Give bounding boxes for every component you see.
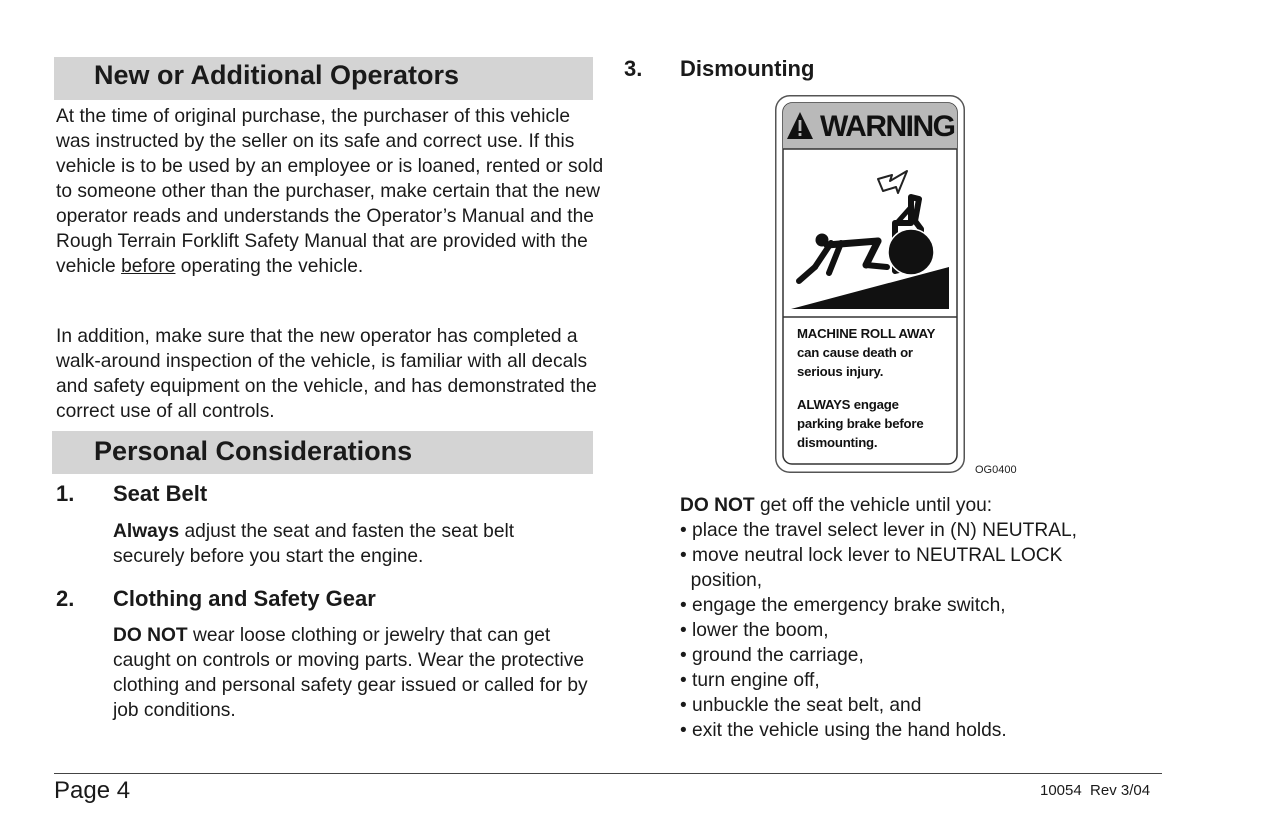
operators-paragraph-1-text-a: At the time of original purchase, the purchaser of this vehicle was instructed by the seller on its safe and correct use. If this vehicle is to be used by an employee or is loaned, rented or sold to someone other than the purchaser, make certain that the new operator reads and understands the Operator’s Manual and the Rough Terrain Forklift Safety Manual that are provided with the vehicle	[56, 106, 604, 277]
dismount-intro-text: get off the vehicle until you:	[754, 495, 993, 516]
dismount-intro-lead: DO NOT	[680, 495, 755, 516]
decal-action-text	[797, 395, 963, 452]
document-revision: 10054 Rev 3/04	[1040, 782, 1151, 799]
seat-belt-text: adjust the seat and fasten the seat belt securely before you start the engine.	[113, 521, 515, 567]
warning-header-text: WARNING	[820, 110, 955, 143]
item-number-2: 2.	[56, 586, 75, 611]
clothing-paragraph	[113, 623, 595, 723]
dismount-steps-list	[680, 518, 1160, 743]
decal-action-line1: ALWAYS engage	[797, 397, 899, 412]
item-number-1: 1.	[56, 481, 75, 506]
item-title-clothing: Clothing and Safety Gear	[113, 586, 376, 611]
clothing-lead: DO NOT	[113, 625, 188, 646]
list-item: position,	[680, 570, 763, 591]
list-item: • lower the boom,	[680, 620, 829, 641]
decal-hazard-line2: can cause death or	[797, 345, 913, 360]
list-item: • place the travel select lever in (N) NEUTRAL,	[680, 520, 1077, 541]
operators-paragraph-1	[56, 104, 606, 279]
operators-paragraph-1-text-b: operating the vehicle.	[175, 256, 364, 277]
item-title-dismounting: Dismounting	[680, 56, 815, 81]
decal-hazard-text	[797, 324, 963, 381]
list-item: • ground the carriage,	[680, 645, 864, 666]
list-item: • turn engine off,	[680, 670, 820, 691]
dismount-intro	[680, 493, 1180, 518]
operators-paragraph-2: In addition, make sure that the new operator has completed a walk-around inspection of the vehicle, is familiar with all decals and safety equipment on the vehicle, and has demonstrated the correct use of all controls.	[56, 326, 597, 422]
clothing-text: wear loose clothing or jewelry that can get caught on controls or moving parts. Wear the protective clothing and personal safety gear issued or called for by job conditions.	[113, 625, 588, 721]
footer-rule	[54, 773, 1162, 774]
before-underlined: before	[121, 256, 176, 277]
decal-code: OG0400	[975, 464, 1017, 476]
decal-action-line2: parking brake before	[797, 416, 924, 431]
list-item: • move neutral lock lever to NEUTRAL LOCK	[680, 545, 1063, 566]
list-item: • unbuckle the seat belt, and	[680, 695, 922, 716]
decal-hazard-line3: serious injury.	[797, 364, 884, 379]
section-title-personal-considerations: Personal Considerations	[94, 436, 413, 466]
decal-action-line3: dismounting.	[797, 435, 878, 450]
page-number: Page 4	[54, 777, 131, 804]
seat-belt-paragraph	[113, 519, 563, 569]
section-title-new-operators: New or Additional Operators	[94, 60, 460, 90]
item-number-3: 3.	[624, 56, 643, 81]
list-item: • engage the emergency brake switch,	[680, 595, 1006, 616]
decal-hazard-line1: MACHINE ROLL AWAY	[797, 326, 936, 341]
warning-decal	[775, 95, 965, 473]
seat-belt-lead: Always	[113, 521, 180, 542]
list-item: • exit the vehicle using the hand holds.	[680, 720, 1007, 741]
item-title-seat-belt: Seat Belt	[113, 481, 208, 506]
